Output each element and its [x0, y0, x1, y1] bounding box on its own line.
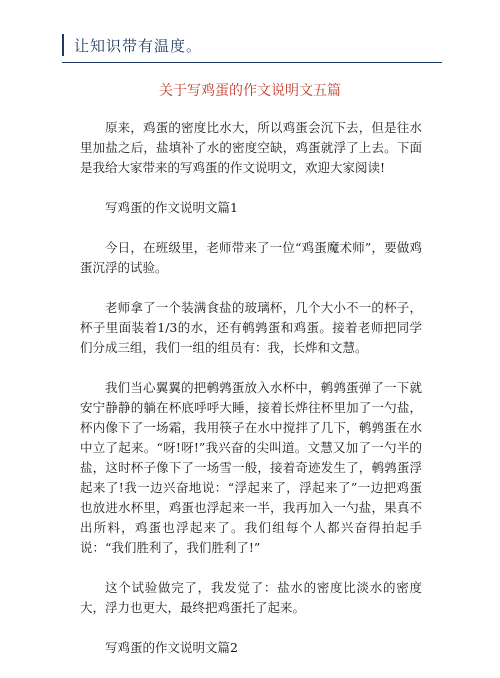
body-paragraph: 这个试验做完了，我发觉了：盐水的密度比淡水的密度大，浮力也更大，最终把鸡蛋托了起来。 — [80, 580, 422, 615]
header-accent-bar — [62, 34, 64, 56]
body-paragraph: 今日，在班级里，老师带来了一位“鸡蛋魔术师”，要做鸡蛋沉浮的试验。 — [80, 240, 422, 275]
body-paragraph: 老师拿了一个装满食盐的玻璃杯，几个大小不一的杯子，杯子里面装着1/3的水，还有鹌鹑蛋和鸡蛋。接着老师把同学们分成三组，我们一组的组员有：我，长烨和文慧。 — [80, 300, 422, 355]
body-paragraph: 我们当心翼翼的把鹌鹑蛋放入水杯中，鹌鹑蛋弹了一下就安宁静静的躺在杯底呼呼大睡，接着长烨往杯里加了一勺盐，杯内像下了一场霜，我用筷子在水中搅拌了几下，鹌鹑蛋在水中立了起来。“呀!呀!”我兴奋的尖叫道。文慧又加了一勺半的盐，这时杯子像下了一场雪一般，接着奇迹发生了，鹌鹑蛋浮起来了!我一边兴奋地说：“浮起来了，浮起来了”一边把鸡蛋也放进水杯里，鸡蛋也浮起来一半，我再加入一勺盐，果真不出所料，鸡蛋也浮起来了。我们组每个人都兴奋得拍起手说：“我们胜利了，我们胜利了!” — [80, 380, 422, 555]
document-title: 关于写鸡蛋的作文说明文五篇 — [159, 83, 341, 99]
section-heading-2: 写鸡蛋的作文说明文篇2 — [105, 640, 238, 655]
header-slogan: 让知识带有温度。 — [74, 36, 203, 55]
document-body — [80, 118, 422, 678]
intro-paragraph: 原来，鸡蛋的密度比水大，所以鸡蛋会沉下去，但是往水里加盐之后，盐填补了水的密度空缺，鸡蛋就浮了上去。下面是我给大家带来的写鸡蛋的作文说明文，欢迎大家阅读! — [80, 120, 422, 175]
header — [62, 34, 202, 56]
header-divider — [62, 62, 442, 63]
section-heading-1: 写鸡蛋的作文说明文篇1 — [105, 200, 238, 215]
